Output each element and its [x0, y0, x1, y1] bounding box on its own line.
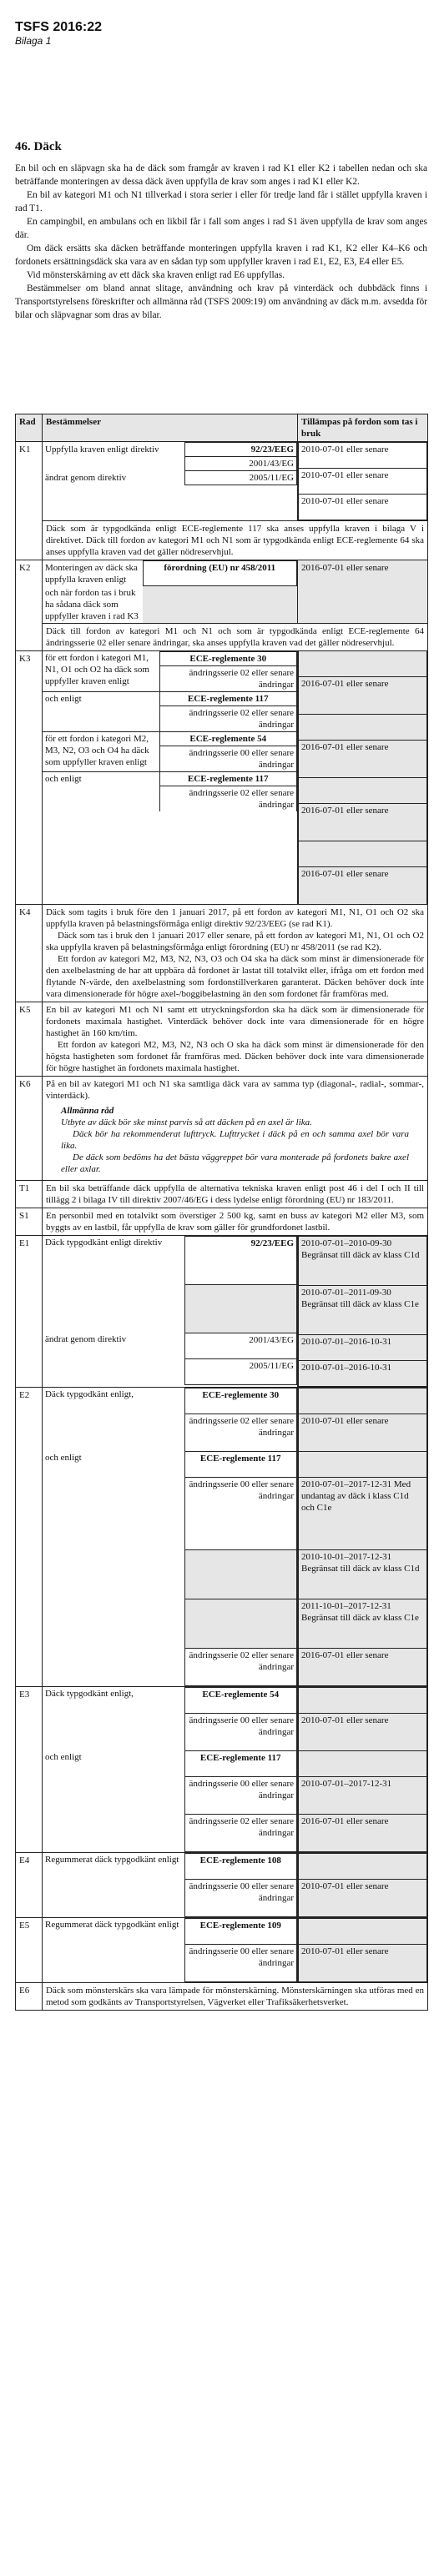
k1-desc2: ändrat genom direktiv: [45, 472, 127, 483]
k1-date: 2010-07-01 eller senare: [299, 495, 427, 520]
intro-paragraph: Om däck ersätts ska däcken beträffande monteringen uppfylla kraven i rad K1, K2 eller K4–K6 och fordonets ersättningsdäck ska vara av en sådan typ som uppfyller kraven i rad E1, E2, E3, E4 eller E5.: [15, 244, 427, 267]
table-row-k2: [16, 560, 428, 624]
intro-paragraph: Bestämmelser om bland annat slitage, användning och krav på vinterdäck och dubbdäck finns i Transportstyrelsens föreskrifter och allmänna råd (TSFS 2009:19) om användning av däck m.m. avsedda för bilar och släpvagnar som dras av bilar.: [15, 284, 428, 320]
k1-reg: 2001/43/EG: [184, 457, 297, 471]
table-row-k2-note: [16, 623, 428, 650]
table-row-k1-note: [16, 521, 428, 560]
allmanna-rad: Allmänna råd Utbyte av däck bör ske minst parvis så att däcken på en axel är lika. Däck bör ha rekommenderat lufttryck. Lufttrycket i däck på en och samma axel bör vara lika. De däck som bedöms ha det bästa väggreppet bör vara monterade på fordonets bakre axel eller axlar.: [61, 1105, 409, 1174]
table-row-k4: K4 Däck som tagits i bruk före den 1 januari 2017, på ett fordon av kategori M1, N1, O1 och O2 ska uppfylla kraven på belastningsförmåga enligt direktiv 92/23/EEG (se rad K1). Däck som tas i bruk den 1 januari 2017 eller senare, på ett fordon av kategori M1, N1, O1 och O2 ska uppfylla kraven på belastningsförmåga enligt förordning (EU) nr 458/2011 (se rad K2). Ett fordon av kategori M2, M3, N2, N3, O3 och O4 ska ha däck som minst är dimensionerade för den axelbelastning de har att uppbära då fordonet är lastat till totalvikt eller, ifråga om ett fordon med flytande N-värde, den axelbelastning som fordonstillverkaren garanterat. Däcken behöver dock inte vara dimensionerade för högre axel-/boggibelastning än den som fordonet får framföras med.: [16, 904, 428, 1002]
requirements-table: [15, 414, 428, 2011]
k2-desc1: Monteringen av däck ska uppfylla kraven enligt: [45, 562, 138, 585]
table-row-k3: K3 för ett fordon i kategori M1, N1, O1 och O2 ha däck som uppfyller kraven enligt ECE-reglemente 30 ändringsserie 02 eller senare ändringar och enligt ECE-reglemente 117 ändringsserie 02 eller senare ändringar för ett fordon i kategori M2, M3, N2, O3 och O4 ha däck som uppfyller kraven enligt ECE-reglemente 54 ändringsserie 00 eller senare ändringar och enligt ECE-reglemente 117 ändringsserie 02 eller senare ändringar 2016-07-01 eller senare 2016-07-01 eller senare 2016-07-01 eller senare 2016-07-01 eller senare: [16, 650, 428, 904]
row-id: E2: [16, 1387, 43, 1686]
row-id: S1: [16, 1208, 43, 1235]
k1-date: 2010-07-01 eller senare: [299, 469, 427, 495]
k2-note: Däck till fordon av kategori M1 och N1 och som är typgodkända enligt ECE-reglemente 64 ändringsserie 02 eller senare ändringar, ska anses uppfylla kraven vad det gäller nödreservhjul.: [43, 623, 428, 650]
k2-reg: förordning (EU) nr 458/2011: [143, 561, 297, 586]
document-subtitle: Bilaga 1: [15, 35, 52, 47]
table-row-e3: E3 Däck typgodkänt enligt, ECE-reglemente 54 ändringsserie 00 eller senare ändringar och enligt ECE-reglemente 117 ändringsserie 00 eller senare ändringar ändringsserie 02 eller senare ändringar 2010-07-01 eller senare 2010-07-01–2017-12-31 2016-07-01 eller senare: [16, 1686, 428, 1852]
row-id: E1: [16, 1235, 43, 1387]
section-title: 46. Däck: [15, 140, 62, 153]
document-header: [15, 20, 102, 47]
row-id: K1: [16, 442, 43, 560]
row-id: K4: [16, 904, 43, 1002]
table-header-row: [16, 414, 428, 442]
row-id: K2: [16, 560, 43, 651]
row-id: K5: [16, 1002, 43, 1076]
header-bestammelser: Bestämmelser: [43, 414, 298, 442]
row-id: K3: [16, 650, 43, 904]
table-row-t1: T1 En bil ska beträffande däck uppfylla de alternativa tekniska kraven enligt post 46 i del I och II till tillägg 2 i bilaga IV till direktiv 2007/46/EG i dess lydelse enligt förordning (EU) nr 183/2011.: [16, 1180, 428, 1208]
table-row-k1: [16, 442, 428, 521]
row-id: K6: [16, 1076, 43, 1180]
k2-desc2: och när fordon tas i bruk ha sådana däck som uppfyller kraven i rad K3: [45, 587, 139, 621]
header-rad: Rad: [16, 414, 43, 442]
k1-reg: 92/23/EEG: [184, 443, 297, 457]
k1-date: 2010-07-01 eller senare: [299, 443, 427, 469]
row-id: E4: [16, 1852, 43, 1917]
table-row-e2: E2 Däck typgodkänt enligt, ECE-reglemente 30 ändringsserie 02 eller senare ändringar och enligt ECE-reglemente 117 ändringsserie 00 eller senare ändringar ändringsserie 02 eller senare ändringar 2010-07-01 eller senare 2010-07-01–2017-12-31 Med undantag av däck i klass C1d och C1e 2010-10-01–2017-12-31 Begränsat till däck av klass C1d 2011-10-01–2017-12-31 Begränsat till däck av klass C1e 2016-07-01 eller senare: [16, 1387, 428, 1686]
k1-note: Däck som är typgodkända enligt ECE-reglemente 117 ska anses uppfylla kraven i bilaga V i direktivet. Däck till fordon av kategori M1 och N1 som är typgodkända enligt ECE-reglemente 64 ska anses uppfylla kraven vad det gäller nödreservhjul.: [43, 521, 428, 560]
table-row-s1: S1 En personbil med en totalvikt som överstiger 2 500 kg, samt en buss av kategori M2 eller M3, som byggts av en lastbil, får uppfylla de krav som gäller för grundfordonet lastbil.: [16, 1208, 428, 1235]
intro-paragraph: Vid mönsterskärning av ett däck ska kraven enligt rad E6 uppfyllas.: [27, 270, 285, 280]
k3-a2: och enligt: [43, 691, 159, 731]
intro-paragraph: En bil av kategori M1 och N1 tillverkad i stora serier i eller för tredje land får i stället uppfylla kraven i rad T1.: [15, 190, 427, 213]
row-id: E3: [16, 1686, 43, 1852]
k1-reg: 2005/11/EG: [184, 471, 297, 485]
intro-text: [15, 162, 427, 322]
table-row-e1: E1 Däck typgodkänt enligt direktiv 92/23/EEG ändrat genom direktiv 2001/43/EG 2005/11/EG 2010-07-01–2010-09-30 Begränsat till däck av klass C1d 2010-07-01–2011-09-30 Begränsat till däck av klass C1e 2010-07-01–2016-10-31 2010-07-01–2016-10-31: [16, 1235, 428, 1387]
intro-paragraph: En campingbil, en ambulans och en likbil får i fall som anges i rad S1 även uppfylla de krav som anges där.: [15, 217, 427, 240]
k3-b2: och enligt: [43, 771, 159, 811]
header-tillampas: Tillämpas på fordon som tas i bruk: [298, 414, 428, 442]
table-row-k5: K5 En bil av kategori M1 och N1 samt ett utryckningsfordon ska ha däck som är dimensionerade för fordonets maximala hastighet. Vinterdäck behöver dock inte vara dimensionerade för en högre hastighet än 160 km/tim. Ett fordon av kategori M2, M3, N2, N3 och O ska ha däck som minst är dimensionerade för den högsta hastigheten som fordonet får framföras med. Däcken behöver dock inte vara dimensionerade för högre hastighet än fordonets maximala hastighet.: [16, 1002, 428, 1076]
k1-dates-cell: [298, 442, 428, 521]
document-title: TSFS 2016:22: [15, 20, 103, 34]
table-row-k6: K6 På en bil av kategori M1 och N1 ska samtliga däck vara av samma typ (diagonal-, radial-, sommar-, vinterdäck). Allmänna råd Utbyte av däck bör ske minst parvis så att däcken på en axel är lika. Däck bör ha rekommenderat lufttryck. Lufttrycket i däck på en och samma axel bör vara lika. De däck som bedöms ha det bästa väggreppet bör vara monterade på fordonets bakre axel eller axlar.: [16, 1076, 428, 1180]
k3-a1: för ett fordon i kategori M1, N1, O1 och O2 ha däck som uppfyller kraven enligt: [43, 651, 159, 691]
table-row-e5: E5 Regummerat däck typgodkänt enligt ECE-reglemente 109 ändringsserie 00 eller senare ändringar 2010-07-01 eller senare: [16, 1917, 428, 1982]
table-row-e6: E6 Däck som mönsterskärs ska vara lämpade för mönsterskärning. Mönsterskärningen ska utföras med en metod som godkänts av Transportstyrelsen, Vägverket eller Trafiksäkerhetsverket.: [16, 1982, 428, 2010]
row-id: E6: [16, 1982, 43, 2010]
k1-desc1: Uppfylla kraven enligt direktiv: [45, 444, 159, 454]
row-id: E5: [16, 1917, 43, 1982]
row-id: T1: [16, 1180, 43, 1208]
intro-paragraph: En bil och en släpvagn ska ha de däck som framgår av kraven i rad K1 eller K2 i tabellen nedan och ska beträffande monteringen av dessa däck även uppfylla de krav som anges i rad K1 eller K2.: [15, 163, 427, 187]
table-row-e4: E4 Regummerat däck typgodkänt enligt ECE-reglemente 108 ändringsserie 00 eller senare ändringar 2010-07-01 eller senare: [16, 1852, 428, 1917]
k1-desc-cell: [43, 442, 298, 521]
k3-b1: för ett fordon i kategori M2, M3, N2, O3 och O4 ha däck som uppfyller kraven enligt: [43, 731, 159, 771]
k2-date: 2016-07-01 eller senare: [298, 560, 428, 624]
